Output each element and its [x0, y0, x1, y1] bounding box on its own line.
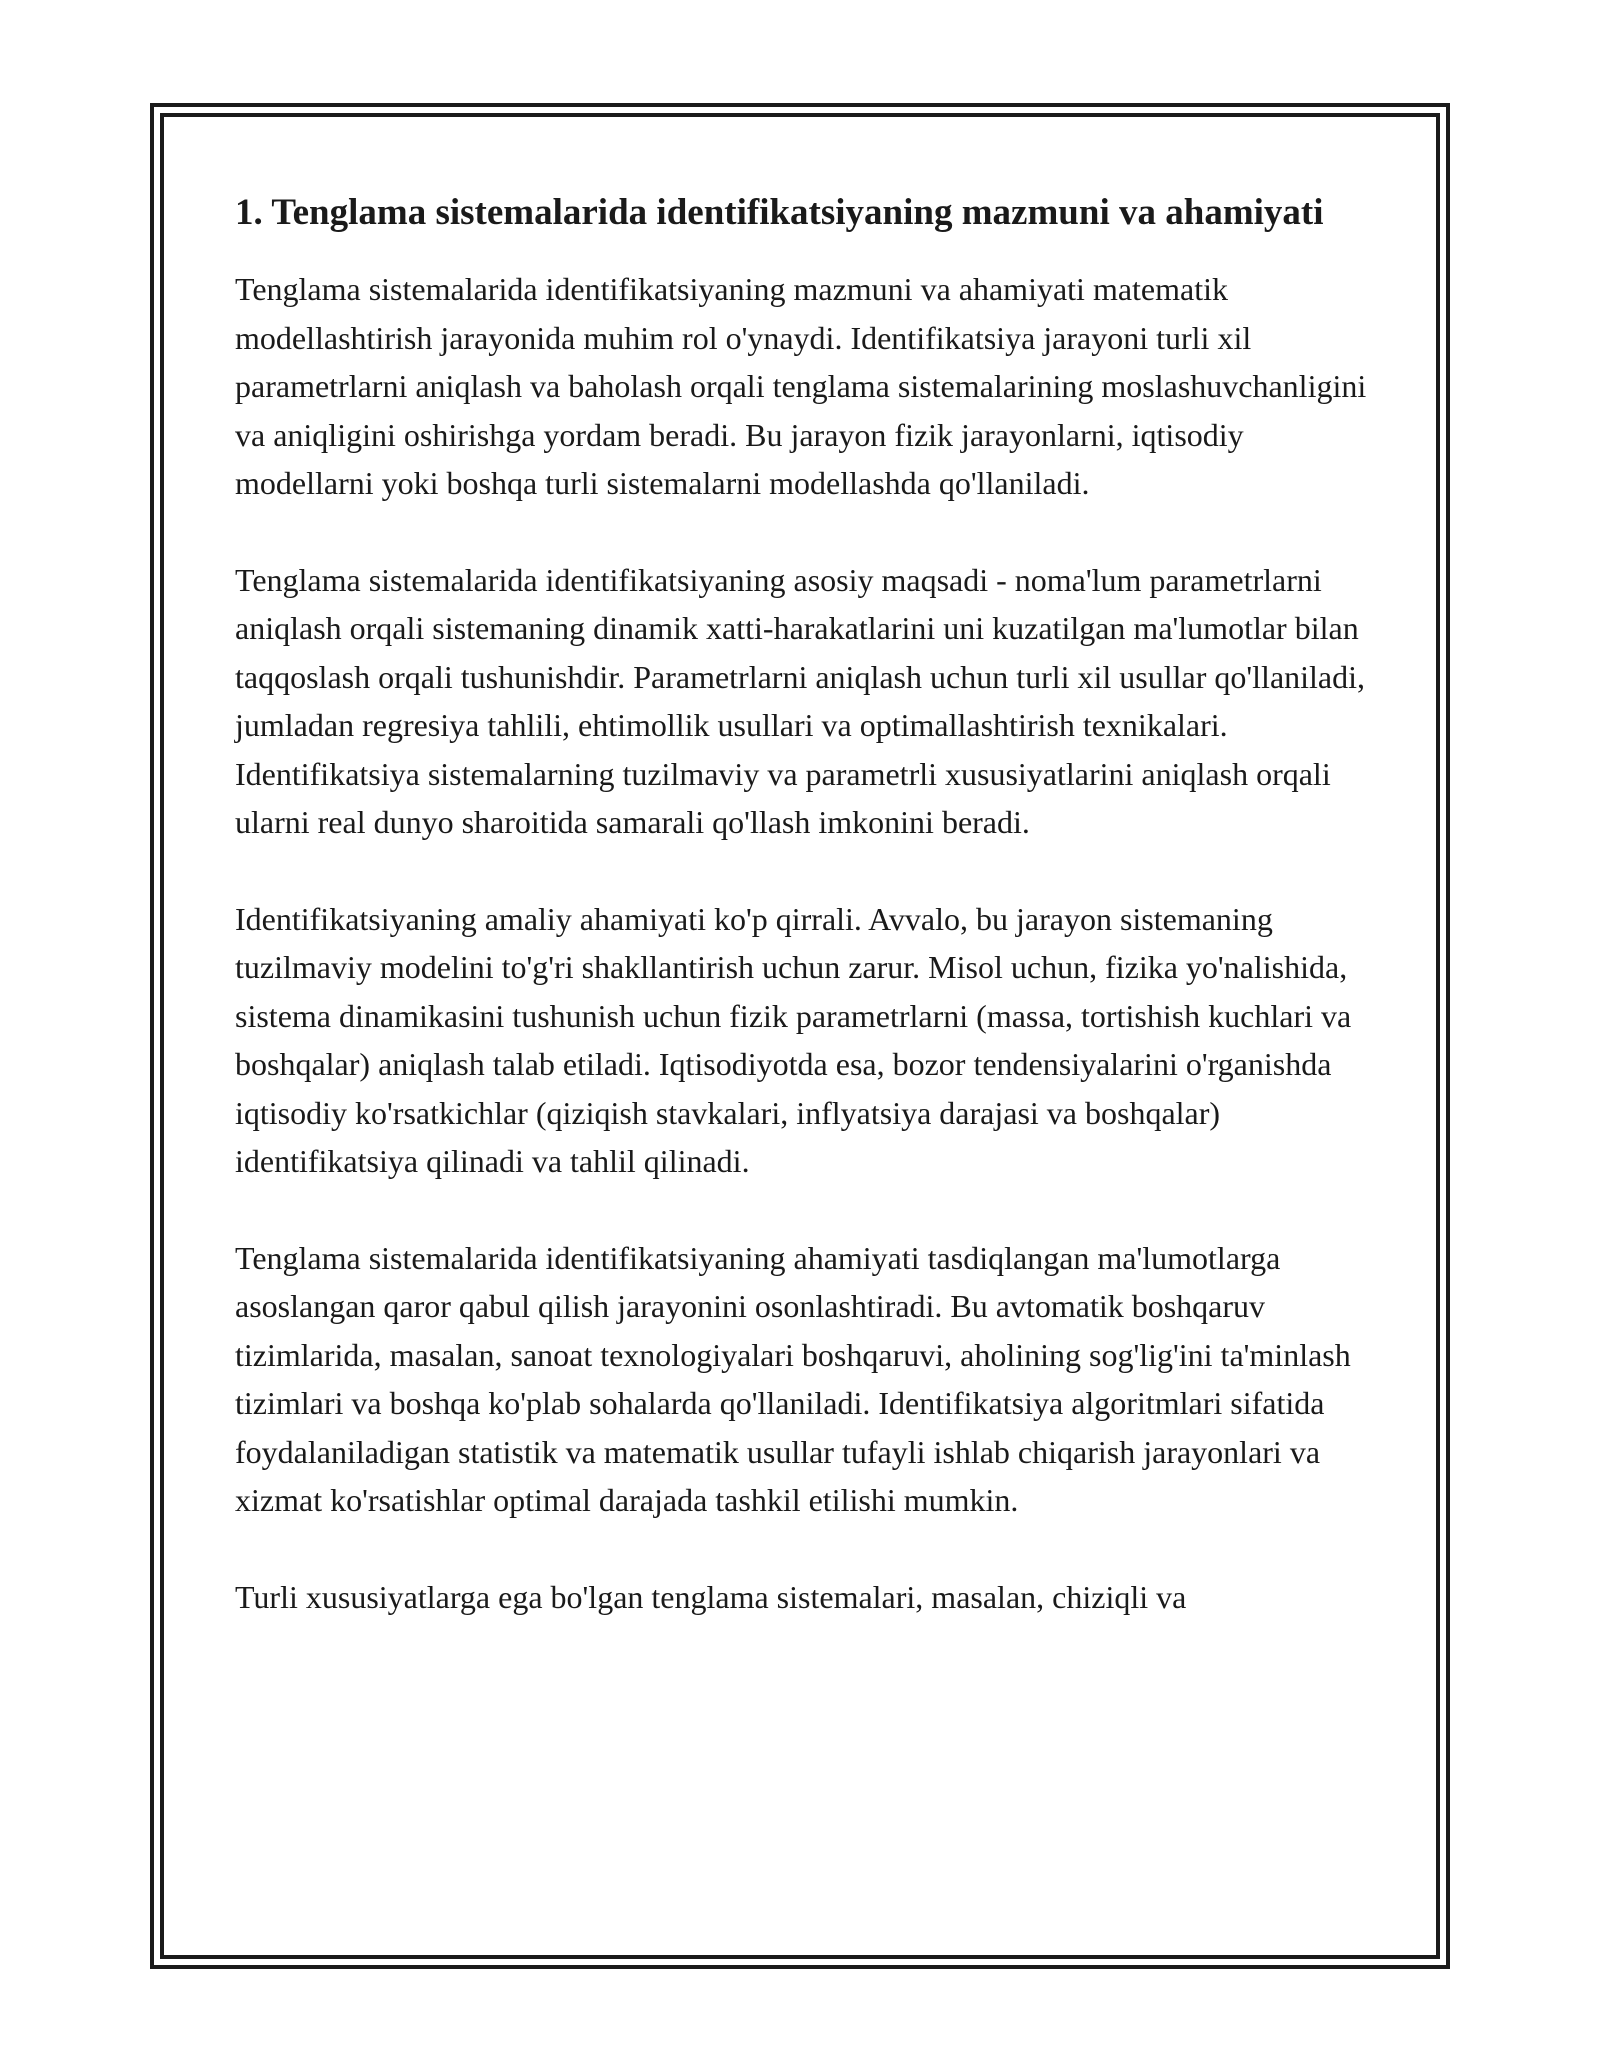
section-heading: 1. Tenglama sistemalarida identifikatsiyaning mazmuni va ahamiyati	[235, 192, 1324, 233]
paragraph-2: Tenglama sistemalarida identifikatsiyaning asosiy maqsadi - noma'lum parametrlarni aniqlash orqali sistemaning dinamik xatti-harakatlarini uni kuzatilgan ma'lumotlar bilan taqqoslash orqali tushunishdir. Parametrlarni aniqlash uchun turli xil usullar qo'llaniladi, jumladan regresiya tahlili, ehtimollik usullari va optimallashtirish texnikalari. Identifikatsiya sistemalarning tuzilmaviy va parametrli xususiyatlarini aniqlash orqali ularni real dunyo sharoitida samarali qo'llash imkonini beradi.	[235, 561, 1366, 840]
paragraph-4: Tenglama sistemalarida identifikatsiyaning ahamiyati tasdiqlangan ma'lumotlarga asoslangan qaror qabul qilish jarayonini osonlashtiradi. Bu avtomatik boshqaruv tizimlarida, masalan, sanoat texnologiyalari boshqaruvi, aholining sog'lig'ini ta'minlash tizimlari va boshqa ko'plab sohalarda qo'llaniladi. Identifikatsiya algoritmlari sifatida foydalaniladigan statistik va matematik usullar tufayli ishlab chiqarish jarayonlari va xizmat ko'rsatishlar optimal darajada tashkil etilishi mumkin.	[235, 1239, 1351, 1518]
paragraph-5: Turli xususiyatlarga ega bo'lgan tenglama sistemalari, masalan, chiziqli va	[235, 1578, 1187, 1615]
paragraph-3: Identifikatsiyaning amaliy ahamiyati ko'p qirrali. Avvalo, bu jarayon sistemaning tuzilmaviy modelini to'g'ri shakllantirish uchun zarur. Misol uchun, fizika yo'nalishida, sistema dinamikasini tushunish uchun fizik parametrlarni (massa, tortishish kuchlari va boshqalar) aniqlash talab etiladi. Iqtisodiyotda esa, bozor tendensiyalarini o'rganishda iqtisodiy ko'rsatkichlar (qiziqish stavkalari, inflyatsiya darajasi va boshqalar) identifikatsiya qilinadi va tahlil qilinadi.	[235, 900, 1352, 1179]
page-content	[235, 185, 1375, 1669]
paragraph-1: Tenglama sistemalarida identifikatsiyaning mazmuni va ahamiyati matematik modellashtirish jarayonida muhim rol o'ynaydi. Identifikatsiya jarayoni turli xil parametrlarni aniqlash va baholash orqali tenglama sistemalarining moslashuvchanligini va aniqligini oshirishga yordam beradi. Bu jarayon fizik jarayonlarni, iqtisodiy modellarni yoki boshqa turli sistemalarni modellashda qo'llaniladi.	[235, 271, 1367, 501]
